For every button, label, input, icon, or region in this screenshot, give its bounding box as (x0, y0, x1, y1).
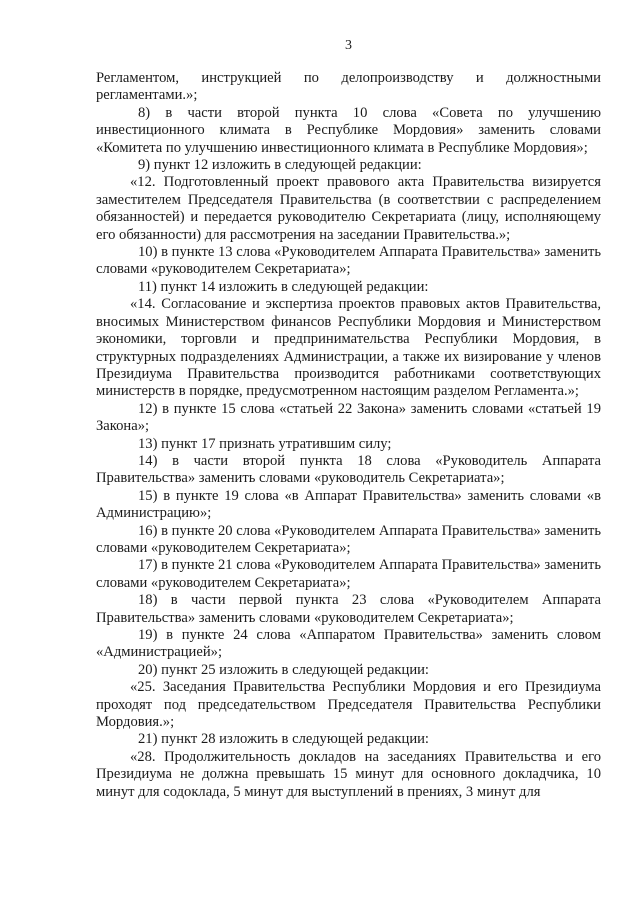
paragraph: 14) в части второй пункта 18 слова «Руководитель Аппарата Правительства» заменить словами «руководитель Секретариата»; (96, 452, 601, 487)
paragraph: «25. Заседания Правительства Республики Мордовия и его Президиума проходят под председательством Председателя Правительства Республики Мордовия.»; (96, 679, 601, 731)
paragraph: 20) пункт 25 изложить в следующей редакции: (138, 661, 429, 678)
paragraph: 8) в части второй пункта 10 слова «Совета по улучшению инвестиционного климата в Республике Мордовия» заменить словами «Комитета по улучшению инвестиционного климата в Республике Мордовия»; (96, 104, 601, 156)
page-number: 3 (345, 38, 352, 53)
paragraph: 12) в пункте 15 слова «статьей 22 Закона» заменить словами «статьей 19 Закона»; (96, 400, 601, 435)
paragraph: 13) пункт 17 признать утратившим силу; (138, 435, 392, 452)
paragraph: 18) в части первой пункта 23 слова «Руководителем Аппарата Правительства» заменить словами «руководителем Секретариата»; (96, 592, 601, 626)
paragraph: 17) в пункте 21 слова «Руководителем Аппарата Правительства» заменить словами «руководителем Секретариата»; (96, 557, 601, 591)
document-body (96, 70, 601, 801)
paragraph: 9) пункт 12 изложить в следующей редакции: (138, 157, 422, 174)
paragraph: «28. Продолжительность докладов на заседаниях Правительства и его Президиума не должна превышать 15 минут для основного докладчика, 10 минут для содоклада, 5 минут для выступлений в прениях, 3 минут для (96, 748, 601, 800)
paragraph: 11) пункт 14 изложить в следующей редакции: (138, 278, 429, 295)
paragraph: 10) в пункте 13 слова «Руководителем Аппарата Правительства» заменить словами «руководителем Секретариата»; (96, 244, 601, 278)
paragraph: Регламентом, инструкцией по делопроизводству и должностными регламентами.»; (96, 70, 601, 104)
paragraph: 16) в пункте 20 слова «Руководителем Аппарата Правительства» заменить словами «руководителем Секретариата»; (96, 522, 601, 556)
paragraph: «14. Согласование и экспертиза проектов правовых актов Правительства, вносимых Министерством финансов Республики Мордовия и Министерством экономики, торговли и предпринимательства Республики Мордовия, в структурных подразделениях Администрации, а также их визирование у членов Президиума Правительства производится работниками соответствующих министерств в порядке, предусмотренном настоящим разделом Регламента.»; (96, 296, 601, 400)
paragraph: «12. Подготовленный проект правового акта Правительства визируется заместителем Председателя Правительства (в соответствии с распределением обязанностей) и передается руководителю Секретариата (лицу, исполняющему его обязанности) для рассмотрения на заседании Правительства.»; (96, 174, 601, 243)
paragraph: 15) в пункте 19 слова «в Аппарат Правительства» заменить словами «в Администрацию»; (96, 487, 601, 522)
paragraph: 21) пункт 28 изложить в следующей редакции: (138, 731, 429, 748)
paragraph: 19) в пункте 24 слова «Аппаратом Правительства» заменить словом «Администрацией»; (96, 627, 601, 661)
